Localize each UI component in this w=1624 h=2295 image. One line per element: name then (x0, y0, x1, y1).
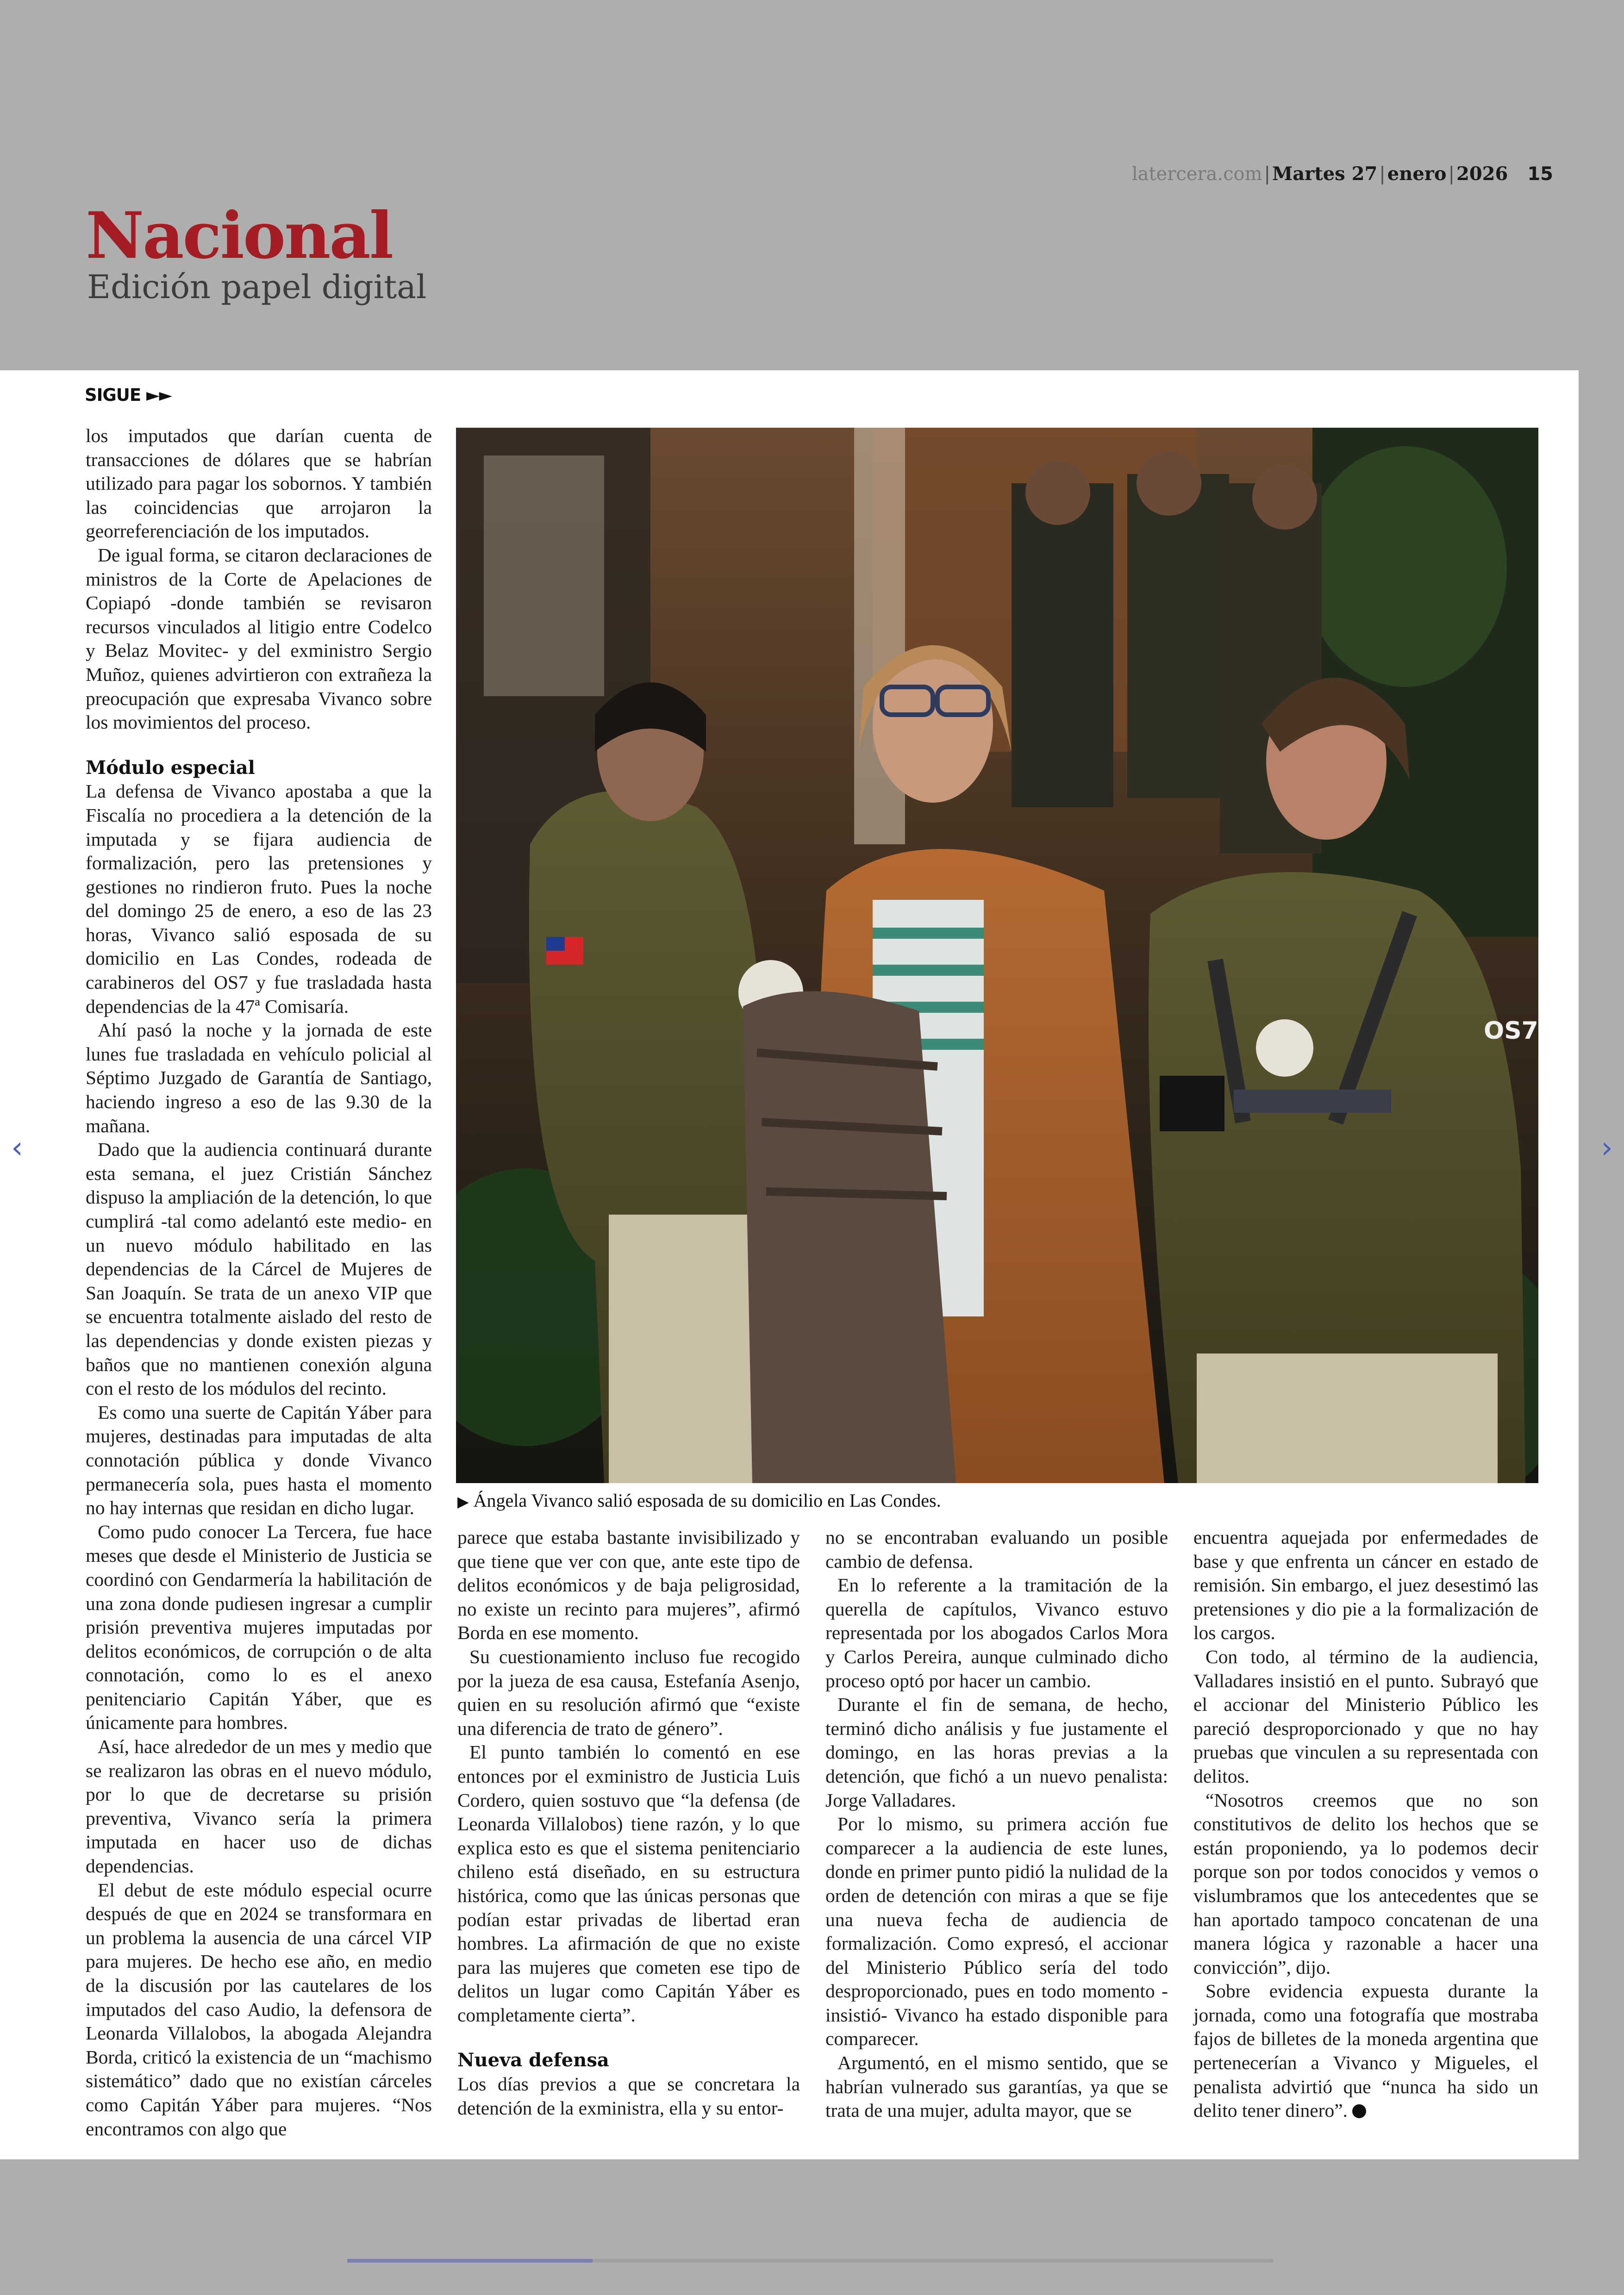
paragraph: Ahí pasó la noche y la jornada de este lunes fue trasladada en vehículo policial al Séptimo Juzgado de Garantía de Santiago, haciendo ingreso a eso de las 9.30 de la mañana. (86, 1019, 432, 1136)
page-scrollbar[interactable] (347, 2259, 1273, 2263)
paragraph: los imputados que darían cuenta de transacciones de dólares que se habrían utilizado para pagar los sobornos. Y también las coincidencias que arrojaron la georreferenciación de los imputados. (86, 425, 432, 542)
paragraph: “Nosotros creemos que no son constitutivos de delito los hechos que se están proponiendo, ya lo podemos decir porque son por todos conocidos y vemos o vislumbramos que los antecedentes que se han aportado tampoco concatenan de una manera lógica y razonable a hacer una convicción”, dijo. (1193, 1789, 1538, 1978)
newspaper-page (0, 370, 1579, 2159)
caption-text: Ángela Vivanco salió esposada de su domicilio en Las Condes. (473, 1490, 941, 1511)
edition-month: enero (1387, 163, 1447, 185)
article-column-3 (825, 1526, 1168, 2123)
end-of-article-icon (1352, 2104, 1366, 2118)
paragraph: Por lo mismo, su primera acción fue comparecer a la audiencia de este lunes, donde en primer punto pidió la nulidad de la orden de detención con miras a que se fije una nueva fecha de audiencia de formalización. Como expresó, el accionar del Ministerio Público sería del todo desproporcionado, pues en todo momento -insistió- Vivanco ha estado disponible para comparecer. (825, 1813, 1168, 2050)
paragraph: Dado que la audiencia continuará durante esta semana, el juez Cristián Sánchez dispuso la ampliación de la detención, lo que cumplirá -tal como adelantó este medio- en un nuevo módulo habilitado en las dependencias de la Cárcel de Mujeres de San Joaquín. Se trata de un anexo VIP que se encuentra totalmente aislado del resto de las dependencias y donde existen piezas y baños que no mantienen conexión alguna con el resto de los módulos del recinto. (86, 1139, 432, 1399)
article-column-1 (86, 424, 432, 2141)
paragraph: Los días previos a que se concretara la detención de la exministra, ella y su entor- (457, 2073, 800, 2119)
caption-arrow-icon: ▶ (457, 1493, 469, 1510)
page-scrollbar-thumb[interactable] (347, 2259, 593, 2263)
photo-illustration (456, 428, 1538, 1483)
paragraph: De igual forma, se citaron declaraciones de ministros de la Corte de Apelaciones de Copiapó -donde también se revisaron recursos vinculados al litigio entre Codelco y Belaz Movitec- y del exministro Sergio Muñoz, quienes advirtieron con extrañeza la preocupación que expresaba Vivanco sobre los movimientos del proceso. (86, 544, 432, 733)
paragraph: El punto también lo comentó en ese entonces por el exministro de Justicia Luis Cordero, quien sostuvo que “la defensa (de Leonarda Villalobos) tiene razón, y lo que explica esto es que el sistema penitenciario chileno está diseñado, en su estructura histórica, como que las únicas personas que podían estar privadas de libertad eran hombres. La afirmación de que no existe para las mujeres que cometen ese tipo de delitos un lugar como Capitán Yáber es completamente cierta”. (457, 1741, 800, 2026)
paragraph: Así, hace alrededor de un mes y medio que se realizaron las obras en el nuevo módulo, por lo que de decretarse su prisión preventiva, Vivanco sería la primera imputada en hacer uso de dichas dependencias. (86, 1736, 432, 1877)
paragraph: Como pudo conocer La Tercera, fue hace meses que desde el Ministerio de Justicia se coordinó con Gendarmería la habilitación de una zona donde pudiesen ingresar a cumplir prisión preventiva mujeres imputadas por delitos económicos, de corrupción o de alta connotación, como lo es el anexo penitenciario Capitán Yáber, que es únicamente para hombres. (86, 1521, 432, 1734)
previous-page-button[interactable]: ‹ (11, 1131, 23, 1165)
section-subtitle: Edición papel digital (87, 268, 427, 306)
page-number: 15 (1527, 163, 1553, 185)
paragraph: no se encontraban evaluando un posible cambio de defensa. (825, 1527, 1168, 1572)
paragraph: La defensa de Vivanco apostaba a que la Fiscalía no procediera a la detención de la imputada y se fijara audiencia de formalización, pero las pretensiones y gestiones no rindieron fruto. Pues la noche del domingo 25 de enero, a eso de las 23 horas, Vivanco salió esposada de su domicilio en Las Condes, rodeada de carabineros del OS7 y fue trasladada hasta dependencias de la 47ª Comisaría. (86, 780, 432, 1017)
continue-label: SIGUE ►► (85, 385, 172, 405)
paragraph (1193, 1979, 1538, 2123)
paragraph: Con todo, al término de la audiencia, Valladares insistió en el punto. Subrayó que el accionar del Ministerio Público les pareció desproporcionado y que no hay pruebas que vinculen a su representada con delitos. (1193, 1646, 1538, 1787)
article-column-2 (457, 1526, 800, 2120)
paragraph: Argumentó, en el mismo sentido, que se habrían vulnerado sus garantías, ya que se trata de una mujer, adulta mayor, que se (825, 2052, 1168, 2121)
paragraph: encuentra aquejada por enfermedades de base y que enfrenta un cáncer en estado de remisión. Sin embargo, el juez desestimó las pretensiones y dio pie a la formalización de los cargos. (1193, 1527, 1538, 1644)
badge-right-text: OS7 (1484, 1017, 1538, 1045)
section-title: Nacional (86, 198, 393, 273)
news-photo (456, 428, 1538, 1483)
paragraph: Es como una suerte de Capitán Yáber para mujeres, destinadas para imputadas de alta connotación pública y donde Vivanco permanecería sola, pues hasta el momento no hay internas que residan en dicho lugar. (86, 1401, 432, 1519)
paragraph-text: Sobre evidencia expuesta durante la jornada, como una fotografía que mostraba fajos de billetes de la moneda argentina que pertenecerían a Vivanco y Migueles, el penalista advirtió que “nunca ha sido un delito tener dinero”. (1193, 1980, 1538, 2121)
paragraph: En lo referente a la tramitación de la querella de capítulos, Vivanco estuvo representada por los abogados Carlos Mora y Carlos Pereira, aunque culminado dicho proceso optó por hacer un cambio. (825, 1574, 1168, 1691)
paragraph: Su cuestionamiento incluso fue recogido por la jueza de esa causa, Estefanía Asenjo, quien en su resolución afirmó que “existe una diferencia de trato de género”. (457, 1646, 800, 1739)
photo-caption (457, 1490, 1522, 1513)
edition-header: latercera.com | Martes 27 | enero | 2026 15 (1131, 163, 1553, 185)
next-page-button[interactable]: › (1601, 1131, 1613, 1165)
edition-day: Martes 27 (1272, 163, 1378, 185)
article-column-4 (1193, 1526, 1538, 2123)
site-name: latercera.com (1131, 163, 1262, 185)
subheading: Módulo especial (86, 756, 255, 779)
edition-year: 2026 (1456, 163, 1508, 185)
subheading: Nueva defensa (457, 2049, 609, 2071)
paragraph: Durante el fin de semana, de hecho, terminó dicho análisis y fue justamente el domingo, en las horas previas a la detención, que fichó a un nuevo penalista: Jorge Valladares. (825, 1694, 1168, 1811)
paragraph: El debut de este módulo especial ocurre después de que en 2024 se transformara en un problema la ausencia de una cárcel VIP para mujeres. De hecho ese año, en medio de la discusión por las cautelares de los imputados del caso Audio, la defensora de Leonarda Villalobos, la abogada Alejandra Borda, criticó la existencia de un “machismo sistemático” dado que no existían cárceles como Capitán Yáber para mujeres. “Nos encontramos con algo que (86, 1879, 432, 2139)
paragraph: parece que estaba bastante invisibilizado y que tiene que ver con que, ante este tipo de delitos económicos y de baja peligrosidad, no existe un recinto para mujeres”, afirmó Borda en ese momento. (457, 1527, 800, 1644)
